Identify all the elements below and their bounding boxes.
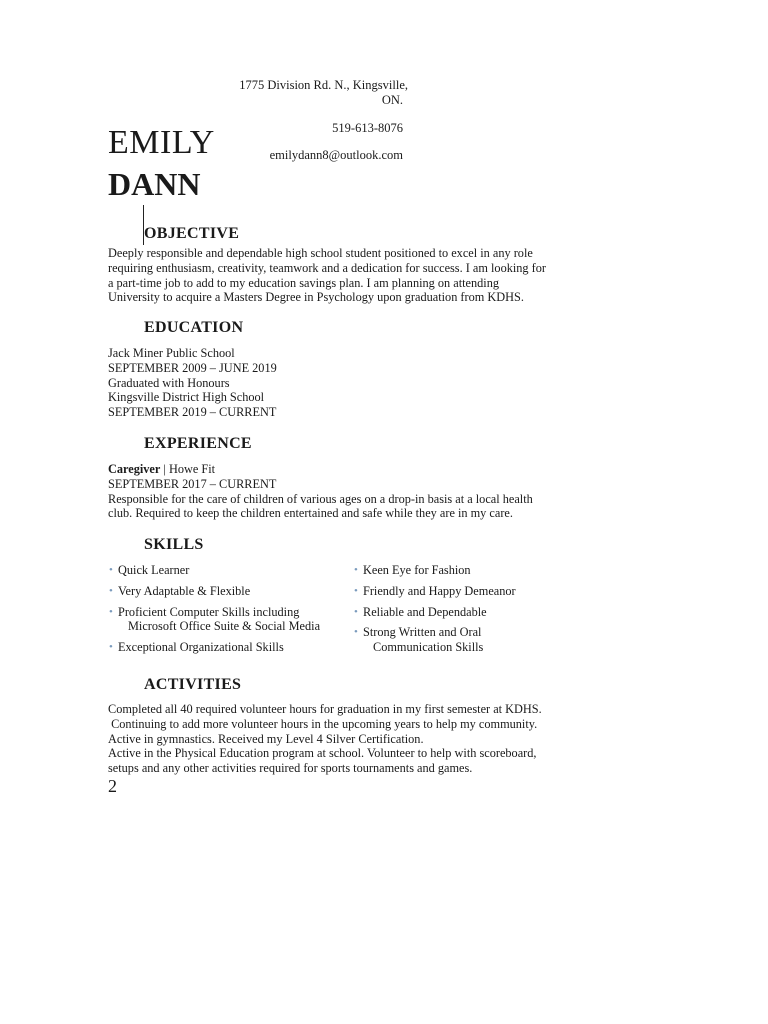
contact-block — [230, 78, 408, 163]
activities-text — [108, 702, 548, 776]
education-text — [108, 346, 548, 420]
bullet-icon: • — [354, 626, 358, 639]
experience-text — [108, 462, 548, 521]
objective-heading: OBJECTIVE — [144, 225, 240, 242]
activities-line: Active in the Physical Education program at school. Volunteer to help with scoreboard, — [108, 746, 537, 761]
job-role: Caregiver — [108, 462, 161, 476]
skill-item — [353, 563, 553, 578]
skill-item — [353, 584, 553, 599]
skill-label: Friendly and Happy Demeanor — [363, 583, 516, 598]
skills-heading: SKILLS — [144, 536, 204, 553]
objective-text — [108, 246, 548, 305]
skill-item — [108, 584, 343, 599]
experience-dates: SEPTEMBER 2017 – CURRENT — [108, 476, 277, 491]
bullet-icon: • — [354, 564, 358, 576]
experience-heading: EXPERIENCE — [144, 435, 252, 452]
skill-label: Quick Learner — [118, 563, 190, 577]
title-separator: | — [160, 462, 169, 476]
education-line: SEPTEMBER 2009 – JUNE 2019 — [108, 360, 277, 375]
skill-label: Reliable and Dependable — [363, 604, 487, 619]
bullet-icon: • — [109, 584, 113, 597]
skill-label: Proficient Computer Skills including — [118, 604, 300, 619]
bullet-icon: • — [109, 564, 113, 576]
bullet-icon: • — [354, 584, 358, 597]
education-line: Jack Miner Public School — [108, 346, 235, 360]
skill-label: Exceptional Organizational Skills — [118, 640, 284, 655]
activities-line: Continuing to add more volunteer hours in the upcoming years to help my community. — [108, 716, 538, 731]
address-line-1: 1775 Division Rd. N., Kingsville, — [239, 78, 408, 92]
skill-label-continued: Communication Skills — [373, 640, 484, 655]
objective-line: a part-time job to add to my education savings plan. I am planning on attending — [108, 275, 500, 290]
skill-item — [108, 605, 343, 635]
skill-label: Very Adaptable & Flexible — [118, 583, 251, 598]
activities-heading: ACTIVITIES — [144, 676, 242, 693]
last-name: DANN — [108, 166, 201, 202]
activities-line: Completed all 40 required volunteer hours for graduation in my first semester at KDHS. — [108, 702, 542, 716]
skill-item — [108, 563, 343, 578]
bullet-icon: • — [109, 605, 113, 618]
skill-label-continued: Microsoft Office Suite & Social Media — [128, 619, 321, 634]
objective-line: requiring enthusiasm, creativity, teamwork and a dedication for success. I am looking for — [108, 260, 546, 275]
objective-line: Deeply responsible and dependable high school student positioned to excel in any role — [108, 246, 533, 260]
experience-line: club. Required to keep the children entertained and safe while they are in my care. — [108, 506, 513, 521]
address-line-2: ON. — [381, 93, 403, 107]
education-line: SEPTEMBER 2019 – CURRENT — [108, 405, 277, 420]
objective-line: University to acquire a Masters Degree in Psychology upon graduation from KDHS. — [108, 290, 524, 305]
experience-title-line — [108, 462, 548, 477]
education-line: Kingsville District High School — [108, 390, 265, 405]
activities-line: setups and any other activities required for sports tournaments and games. — [108, 761, 473, 776]
bullet-icon: • — [354, 605, 358, 618]
skill-label: Keen Eye for Fashion — [363, 563, 471, 577]
education-line: Graduated with Honours — [108, 375, 230, 390]
skill-item — [353, 625, 553, 655]
employer: Howe Fit — [168, 462, 216, 476]
skills-right-column — [353, 563, 553, 661]
skills-left-column — [108, 563, 343, 661]
skill-item — [108, 640, 343, 655]
first-name: EMILY — [108, 124, 215, 161]
page-number: 2 — [108, 776, 117, 796]
email-address: emilydann8@outlook.com — [269, 148, 403, 162]
activities-line: Active in gymnastics. Received my Level 4 Silver Certification. — [108, 731, 424, 746]
skill-item — [353, 605, 553, 620]
phone-number: 519-613-8076 — [332, 121, 403, 135]
education-heading: EDUCATION — [144, 319, 244, 336]
skill-label: Strong Written and Oral — [363, 625, 482, 640]
experience-line: Responsible for the care of children of various ages on a drop-in basis at a local health — [108, 491, 533, 506]
bullet-icon: • — [109, 641, 113, 654]
